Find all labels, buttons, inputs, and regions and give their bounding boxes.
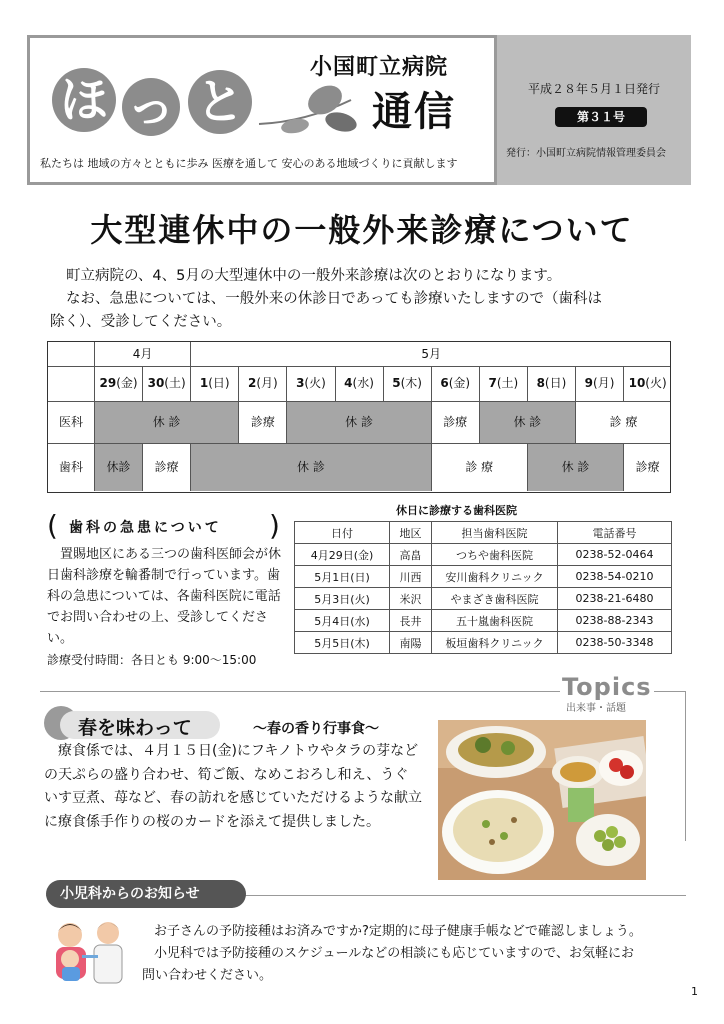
row-medical-open-cell: 診 療 <box>575 401 671 443</box>
clinic-phone: 0238-50-3348 <box>558 632 672 654</box>
row-medical-closed-cell: 休 診 <box>479 401 575 443</box>
dental-emergency-heading-box <box>47 509 283 542</box>
header-clinic: 担当歯科医院 <box>432 522 558 544</box>
day-header <box>286 366 334 401</box>
intro-line-3: 除く）、受診してください。 <box>50 314 232 330</box>
table-row-divider <box>48 443 670 444</box>
vaccination-illustration-icon <box>46 915 134 987</box>
day-weekday: (月) <box>256 376 278 390</box>
clinic-name: やまざき歯科医院 <box>432 588 558 610</box>
row-label-medical: 医科 <box>58 414 83 429</box>
header-area: 地区 <box>390 522 432 544</box>
hospital-name: 小国町立病院 <box>310 55 449 80</box>
clinic-phone: 0238-21-6480 <box>558 588 672 610</box>
pediatrics-line-1: お子さんの予防接種はお済みですか?定期的に母子健康手帳などで確認しましょう。 <box>154 924 642 939</box>
day-number: 1 <box>199 376 209 390</box>
clinic-date: 5月1日(日) <box>295 566 390 588</box>
month-april: 4月 <box>94 342 190 366</box>
row-medical-open-cell: 診療 <box>431 401 479 443</box>
clinic-name: つちや歯科医院 <box>432 544 558 566</box>
right-bracket-icon: ) <box>269 509 280 542</box>
clinic-phone: 0238-54-0210 <box>558 566 672 588</box>
day-weekday: (月) <box>593 376 615 390</box>
day-weekday: (金) <box>448 376 471 390</box>
table-row-divider <box>48 366 670 367</box>
day-number: 29 <box>99 376 117 390</box>
day-weekday: (金) <box>116 376 138 390</box>
topics-subheading: 出来事・話題 <box>566 703 626 714</box>
day-header <box>94 366 142 401</box>
clinic-name: 板垣歯科クリニック <box>432 632 558 654</box>
pediatrics-heading: 小児科からのお知らせ <box>46 880 246 908</box>
dental-emergency-text: 置賜地区にある三つの歯科医師会が休日歯科診療を輪番制で行っています。歯科の急患については、各歯科医院に電話でお問い合わせの上、受診してください。 <box>47 547 282 646</box>
issue-date: 平成２８年５月１日発行 <box>528 82 661 96</box>
holiday-schedule-table <box>47 341 671 493</box>
header-phone: 電話番号 <box>558 522 672 544</box>
clinic-area: 高畠 <box>390 544 432 566</box>
row-medical-closed-cell: 休 診 <box>94 401 238 443</box>
day-number: 10 <box>628 376 646 390</box>
day-header <box>335 366 383 401</box>
row-medical-open-cell: 診療 <box>238 401 286 443</box>
clinic-area: 南陽 <box>390 632 432 654</box>
row-dental-open-cell: 診 療 <box>431 443 527 491</box>
intro-line-2: なお、急患については、一般外来の休診日であっても診療いたしますので（歯科は <box>66 291 603 307</box>
clinic-date: 5月3日(火) <box>295 588 390 610</box>
day-number: 2 <box>247 376 257 390</box>
spring-article-body: 療食係では、４月１５日(金)にフキノトウやタラの芽などの天ぷらの盛り合わせ、筍ご飯、なめこおろし和え、うぐいす豆煮、苺など、春の訪れを感じていただけるような献立に療食係手作りの桜のカードを添えて提供しました。 <box>44 743 422 830</box>
month-may: 5月 <box>190 342 671 366</box>
row-dental-closed-cell: 休 診 <box>527 443 623 491</box>
table-row <box>295 632 672 654</box>
day-number: 4 <box>344 376 353 390</box>
pediatrics-text <box>142 921 692 987</box>
clinic-date: 5月5日(木) <box>295 632 390 654</box>
day-number: 7 <box>488 376 497 390</box>
logo-char-ho: ほ <box>52 68 116 132</box>
day-number: 9 <box>584 376 594 390</box>
day-header <box>431 366 479 401</box>
day-weekday: (日) <box>208 376 230 390</box>
pediatrics-line-3: 問い合わせください。 <box>142 968 273 983</box>
topics-divider-vertical <box>685 691 686 841</box>
row-dental-closed-cell: 休 診 <box>190 443 431 491</box>
day-header <box>383 366 431 401</box>
day-number: 8 <box>536 376 545 390</box>
table-header-row <box>295 522 672 544</box>
clinic-name: 安川歯科クリニック <box>432 566 558 588</box>
clinic-date: 4月29日(金) <box>295 544 390 566</box>
day-header <box>190 366 238 401</box>
table-row <box>295 566 672 588</box>
day-number: 5 <box>392 376 401 390</box>
table-row-divider <box>48 401 670 402</box>
clinic-area: 米沢 <box>390 588 432 610</box>
spring-meal-photo <box>438 720 646 880</box>
day-header <box>479 366 527 401</box>
dental-clinics-table <box>294 521 672 654</box>
logo-char-to: と <box>188 70 252 134</box>
header-date: 日付 <box>295 522 390 544</box>
day-weekday: (火) <box>645 376 667 390</box>
day-number: 30 <box>147 376 165 390</box>
clinic-phone: 0238-88-2343 <box>558 610 672 632</box>
day-weekday: (土) <box>496 376 519 390</box>
clinic-area: 長井 <box>390 610 432 632</box>
day-weekday: (土) <box>164 376 186 390</box>
leaf-logo-icon <box>255 80 370 138</box>
page-title: 大型連休中の一般外来診療について <box>90 211 634 249</box>
row-medical-closed-cell: 休 診 <box>286 401 430 443</box>
day-header <box>238 366 286 401</box>
row-dental-open-cell: 診療 <box>623 443 671 491</box>
spring-article-subtitle: 〜春の香り行事食〜 <box>253 721 379 737</box>
table-row <box>295 588 672 610</box>
topics-heading: Topics <box>562 673 652 701</box>
row-label-dental: 歯科 <box>58 459 83 474</box>
publisher: 発行：小国町立病院情報管理委員会 <box>506 148 666 159</box>
day-header <box>142 366 190 401</box>
dental-clinics-caption: 休日に診療する歯科医院 <box>396 504 517 517</box>
dental-emergency-heading: 歯科の急患について <box>69 520 222 536</box>
day-number: 6 <box>440 376 449 390</box>
table-row <box>295 610 672 632</box>
dental-hours: 診療受付時間：各日とも 9:00〜15:00 <box>47 653 257 667</box>
day-weekday: (水) <box>352 376 374 390</box>
row-dental-closed-cell: 休診 <box>94 443 142 491</box>
logo-char-tsu: っ <box>122 78 180 136</box>
clinic-name: 五十嵐歯科医院 <box>432 610 558 632</box>
clinic-phone: 0238-52-0464 <box>558 544 672 566</box>
clinic-area: 川西 <box>390 566 432 588</box>
day-header <box>623 366 671 401</box>
issue-number-badge: 第３１号 <box>555 107 647 127</box>
table-row <box>295 544 672 566</box>
day-weekday: (日) <box>544 376 567 390</box>
clinic-date: 5月4日(水) <box>295 610 390 632</box>
day-header <box>575 366 623 401</box>
day-weekday: (木) <box>400 376 422 390</box>
spring-article-title: 春を味わって <box>78 717 192 739</box>
day-header <box>527 366 575 401</box>
hospital-motto: 私たちは 地域の方々とともに歩み 医療を通して 安心のある地域づくりに貢献します <box>40 157 458 170</box>
newsletter-title: 通信 <box>372 89 456 135</box>
left-bracket-icon: ( <box>47 509 58 542</box>
pediatrics-line-2: 小児科では予防接種のスケジュールなどの相談にも応じていますので、お気軽にお <box>154 946 634 961</box>
row-dental-open-cell: 診療 <box>142 443 190 491</box>
day-number: 3 <box>296 376 305 390</box>
page-number: 1 <box>691 985 698 998</box>
day-weekday: (火) <box>304 376 326 390</box>
intro-line-1: 町立病院の、4、5月の大型連休中の一般外来診療は次のとおりになります。 <box>66 268 562 284</box>
